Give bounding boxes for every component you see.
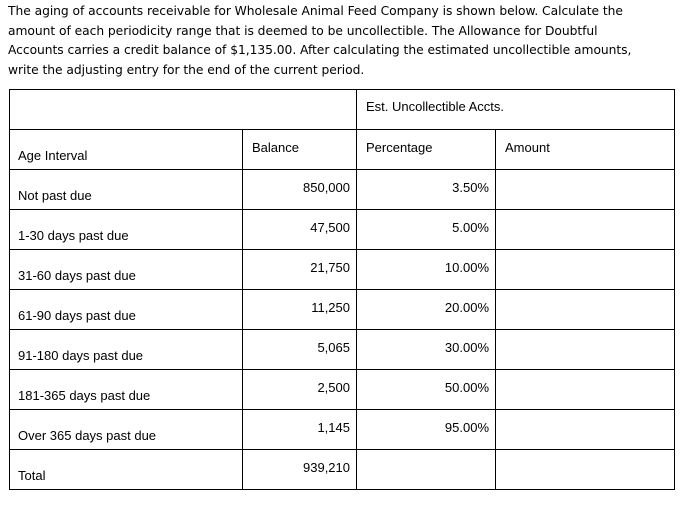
percentage-cell xyxy=(357,370,496,410)
amount-cell[interactable] xyxy=(496,410,675,450)
amount-cell[interactable] xyxy=(496,330,675,370)
percentage-cell xyxy=(357,210,496,250)
balance-value: 5,065 xyxy=(317,340,350,355)
amount-cell[interactable] xyxy=(496,210,675,250)
percentage-value: 95.00% xyxy=(444,420,489,435)
table-row xyxy=(10,210,675,250)
balance-cell xyxy=(243,410,357,450)
aging-table xyxy=(9,89,675,490)
total-balance-value: 939,210 xyxy=(303,460,350,475)
age-cell xyxy=(10,290,243,330)
header-amount-cell xyxy=(496,130,675,170)
balance-value: 2,500 xyxy=(317,380,350,395)
age-label: Over 365 days past due xyxy=(18,428,157,443)
table-row xyxy=(10,410,675,450)
age-cell xyxy=(10,210,243,250)
age-label: 181-365 days past due xyxy=(18,388,151,403)
balance-value: 850,000 xyxy=(303,180,350,195)
amount-cell[interactable] xyxy=(496,370,675,410)
balance-cell xyxy=(243,290,357,330)
percentage-value: 3.50% xyxy=(452,180,489,195)
total-amount-cell[interactable] xyxy=(496,450,675,490)
percentage-value: 30.00% xyxy=(444,340,489,355)
problem-statement xyxy=(8,2,676,80)
total-row xyxy=(10,450,675,490)
table-row xyxy=(10,250,675,290)
percentage-value: 5.00% xyxy=(452,220,489,235)
total-balance-cell xyxy=(243,450,357,490)
total-label-cell xyxy=(10,450,243,490)
problem-line: write the adjusting entry for the end of the current period. xyxy=(8,62,365,77)
age-label: 61-90 days past due xyxy=(18,308,136,323)
age-cell xyxy=(10,410,243,450)
header-percentage-cell xyxy=(357,130,496,170)
age-label: Not past due xyxy=(18,188,92,203)
group-header-row xyxy=(10,90,675,130)
amount-cell[interactable] xyxy=(496,250,675,290)
balance-cell xyxy=(243,250,357,290)
table-row xyxy=(10,290,675,330)
header-age: Age Interval xyxy=(18,148,88,163)
total-label: Total xyxy=(18,468,46,483)
table-row xyxy=(10,370,675,410)
balance-value: 21,750 xyxy=(310,260,350,275)
balance-value: 1,145 xyxy=(317,420,350,435)
column-header-row xyxy=(10,130,675,170)
balance-value: 11,250 xyxy=(311,300,350,315)
header-balance: Balance xyxy=(252,140,299,155)
blank-header-cell xyxy=(10,90,357,130)
age-cell xyxy=(10,170,243,210)
amount-cell[interactable] xyxy=(496,290,675,330)
percentage-value: 50.00% xyxy=(444,380,489,395)
header-age-cell xyxy=(10,130,243,170)
age-cell xyxy=(10,330,243,370)
age-cell xyxy=(10,370,243,410)
amount-cell[interactable] xyxy=(496,170,675,210)
balance-cell xyxy=(243,210,357,250)
total-percentage-cell xyxy=(357,450,496,490)
age-label: 91-180 days past due xyxy=(18,348,144,363)
percentage-value: 20.00% xyxy=(444,300,489,315)
group-header-label: Est. Uncollectible Accts. xyxy=(366,99,504,114)
table-row xyxy=(10,170,675,210)
age-cell xyxy=(10,250,243,290)
table-row xyxy=(10,330,675,370)
header-balance-cell xyxy=(243,130,357,170)
percentage-cell xyxy=(357,250,496,290)
percentage-cell xyxy=(357,330,496,370)
problem-line: Accounts carries a credit balance of $1,135.00. After calculating the estimated uncollectible amounts, xyxy=(8,43,632,58)
header-amount: Amount xyxy=(505,140,550,155)
percentage-cell xyxy=(357,170,496,210)
balance-cell xyxy=(243,330,357,370)
balance-cell xyxy=(243,370,357,410)
percentage-cell xyxy=(357,290,496,330)
header-percentage: Percentage xyxy=(366,140,433,155)
age-label: 1-30 days past due xyxy=(18,228,129,243)
group-header-cell xyxy=(357,90,675,130)
percentage-cell xyxy=(357,410,496,450)
balance-cell xyxy=(243,170,357,210)
age-label: 31-60 days past due xyxy=(18,268,136,283)
problem-line: The aging of accounts receivable for Wholesale Animal Feed Company is shown below. Calculate the xyxy=(8,4,623,18)
percentage-value: 10.00% xyxy=(444,260,489,275)
balance-value: 47,500 xyxy=(310,220,350,235)
problem-line: amount of each periodicity range that is deemed to be uncollectible. The Allowance for Doubtful xyxy=(8,23,598,38)
